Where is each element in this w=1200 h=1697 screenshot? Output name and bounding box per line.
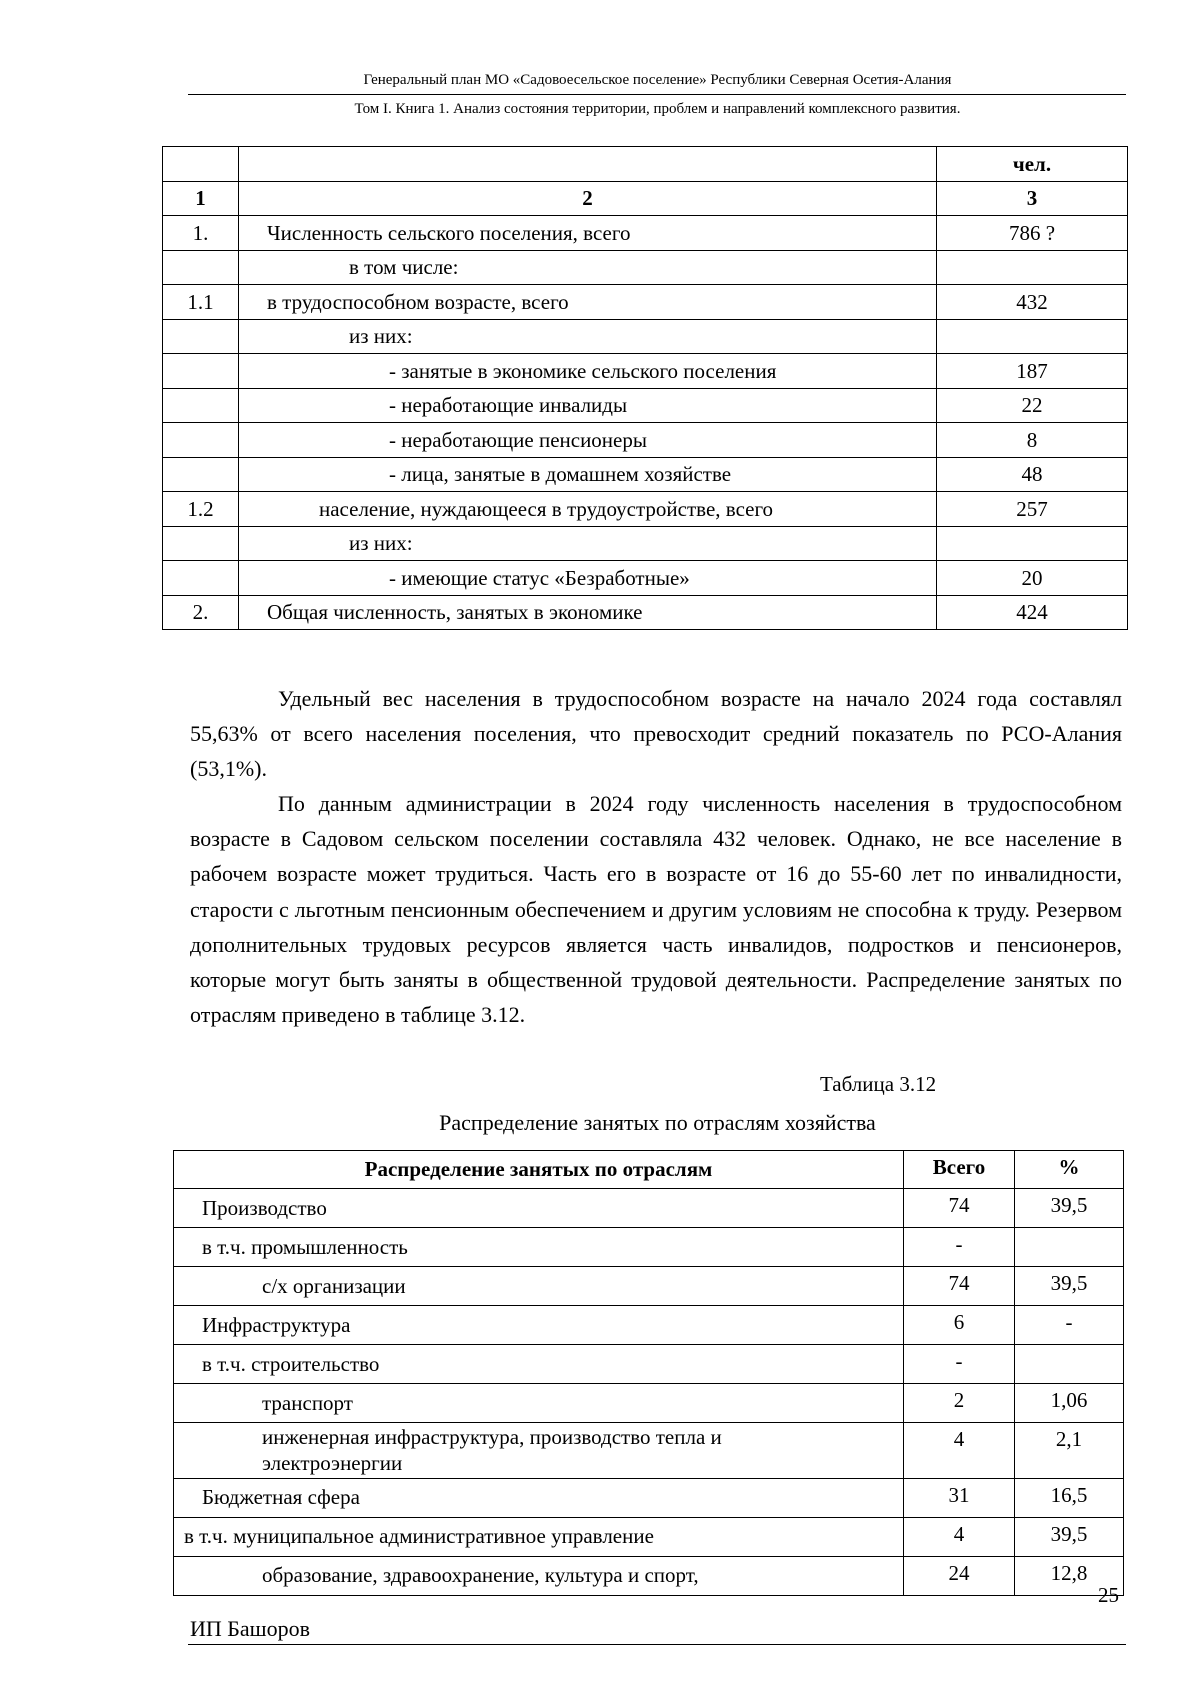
row-value: 786 ? [937, 216, 1128, 251]
row-value: 424 [937, 595, 1128, 630]
table-row [163, 457, 1128, 492]
table-row [174, 1228, 1124, 1267]
row-number: 2. [163, 595, 239, 630]
column-header: Всего [904, 1151, 1015, 1189]
row-number [163, 388, 239, 423]
table-header-row [174, 1151, 1124, 1189]
col-number: 3 [937, 181, 1128, 216]
row-label: - имеющие статус «Безработные» [239, 561, 937, 596]
page-number: 25 [1098, 1583, 1119, 1607]
row-number [163, 526, 239, 561]
sector-total: 4 [904, 1423, 1015, 1479]
paragraph-labor-resources [190, 786, 1122, 1032]
table-row [163, 285, 1128, 320]
sector-percent: 16,5 [1015, 1478, 1124, 1517]
row-value [937, 319, 1128, 354]
sector-label: транспорт [174, 1384, 904, 1423]
sector-label: в т.ч. муниципальное административное управление [174, 1517, 904, 1556]
sector-total: 4 [904, 1517, 1015, 1556]
sector-percent: 39,5 [1015, 1189, 1124, 1228]
table-row [163, 595, 1128, 630]
sector-total: 24 [904, 1556, 1015, 1595]
row-label: Численность сельского поселения, всего [239, 216, 937, 251]
column-header: % [1015, 1151, 1124, 1189]
row-value: 187 [937, 354, 1128, 389]
sector-label: Бюджетная сфера [174, 1478, 904, 1517]
row-value: 432 [937, 285, 1128, 320]
row-label: Общая численность, занятых в экономике [239, 595, 937, 630]
table-row [163, 388, 1128, 423]
row-label: из них: [239, 526, 937, 561]
row-number [163, 250, 239, 285]
sector-total: 6 [904, 1306, 1015, 1345]
table-row [163, 354, 1128, 389]
row-value: 257 [937, 492, 1128, 527]
sector-total: - [904, 1228, 1015, 1267]
row-value: 20 [937, 561, 1128, 596]
row-label: - лица, занятые в домашнем хозяйстве [239, 457, 937, 492]
column-header: Распределение занятых по отраслям [174, 1151, 904, 1189]
table-row [163, 526, 1128, 561]
header-divider [188, 94, 1126, 95]
sector-label: инженерная инфраструктура, производство тепла и электроэнергии [174, 1423, 904, 1479]
table-title: Распределение занятых по отраслям хозяйства [439, 1110, 876, 1135]
sector-label: Производство [174, 1189, 904, 1228]
paragraph-text: Удельный вес населения в трудоспособном возрасте на начало 2024 года составлял 55,63% от всего населения поселения, что превосходит средний показатель по РСО-Алания (53,1%). [190, 686, 1122, 782]
table-number-label: Таблица 3.12 [820, 1072, 937, 1096]
sector-label: образование, здравоохранение, культура и спорт, [174, 1556, 904, 1595]
table-unit-row [163, 147, 1128, 182]
sector-percent [1015, 1345, 1124, 1384]
col-number: 1 [163, 181, 239, 216]
row-value [937, 526, 1128, 561]
row-label: - неработающие пенсионеры [239, 423, 937, 458]
table-row [174, 1478, 1124, 1517]
sector-total: - [904, 1345, 1015, 1384]
footer-divider [188, 1644, 1126, 1645]
table-row [163, 216, 1128, 251]
row-label: в том числе: [239, 250, 937, 285]
sector-percent: 39,5 [1015, 1267, 1124, 1306]
unit-label: чел. [937, 147, 1128, 182]
row-number [163, 561, 239, 596]
sector-percent: - [1015, 1306, 1124, 1345]
table-column-numbers [163, 181, 1128, 216]
sector-total: 2 [904, 1384, 1015, 1423]
paragraph-working-age-share [190, 681, 1122, 787]
table-row [174, 1556, 1124, 1595]
row-label: из них: [239, 319, 937, 354]
sector-label: в т.ч. промышленность [174, 1228, 904, 1267]
row-value: 48 [937, 457, 1128, 492]
table-row [163, 319, 1128, 354]
table-row [174, 1189, 1124, 1228]
row-value [937, 250, 1128, 285]
sector-percent [1015, 1228, 1124, 1267]
sector-percent: 39,5 [1015, 1517, 1124, 1556]
table-row [174, 1517, 1124, 1556]
sector-percent: 2,1 [1015, 1423, 1124, 1479]
row-label: - неработающие инвалиды [239, 388, 937, 423]
table-row [174, 1384, 1124, 1423]
sector-total: 31 [904, 1478, 1015, 1517]
sector-label: Инфраструктура [174, 1306, 904, 1345]
row-number: 1. [163, 216, 239, 251]
row-value: 22 [937, 388, 1128, 423]
table-row [163, 561, 1128, 596]
sector-total: 74 [904, 1267, 1015, 1306]
row-number [163, 457, 239, 492]
row-number [163, 354, 239, 389]
row-label: - занятые в экономике сельского поселения [239, 354, 937, 389]
col-number: 2 [239, 181, 937, 216]
row-label: в трудоспособном возрасте, всего [239, 285, 937, 320]
sector-total: 74 [904, 1189, 1015, 1228]
footer-author: ИП Башоров [190, 1616, 311, 1641]
row-number [163, 423, 239, 458]
document-header-title: Генеральный план МО «Садовоесельское поселение» Республики Северная Осетия-Алания [363, 72, 952, 88]
sector-label: с/х организации [174, 1267, 904, 1306]
table-row [174, 1345, 1124, 1384]
row-value: 8 [937, 423, 1128, 458]
sector-label: в т.ч. строительство [174, 1345, 904, 1384]
employment-by-sector-table [173, 1150, 1124, 1596]
paragraph-text: По данным администрации в 2024 году численность населения в трудоспособном возрасте в Садовом сельском поселении составляла 432 человек. Однако, не все население в рабочем возрасте может трудиться. Часть его в возрасте от 16 до 55-60 лет по инвалидности, старости с льготным пенсионным обеспечением и другим условиям не способна к труду. Резервом дополнительных трудовых ресурсов является часть инвалидов, подростков и пенсионеров, которые могут быть заняты в общественной трудовой деятельности. Распределение занятых по отраслям приведено в таблице 3.12. [190, 791, 1122, 1028]
row-label: население, нуждающееся в трудоустройстве, всего [239, 492, 937, 527]
row-number [163, 319, 239, 354]
population-table [162, 146, 1128, 630]
table-row [174, 1423, 1124, 1479]
document-header-subtitle: Том I. Книга 1. Анализ состояния территории, проблем и направлений комплексного развития. [354, 101, 961, 117]
row-number: 1.1 [163, 285, 239, 320]
row-number: 1.2 [163, 492, 239, 527]
table-row [163, 492, 1128, 527]
table-row [174, 1267, 1124, 1306]
table-row [174, 1306, 1124, 1345]
sector-percent: 12,8 [1015, 1556, 1124, 1595]
table-row [163, 423, 1128, 458]
table-row [163, 250, 1128, 285]
sector-percent: 1,06 [1015, 1384, 1124, 1423]
